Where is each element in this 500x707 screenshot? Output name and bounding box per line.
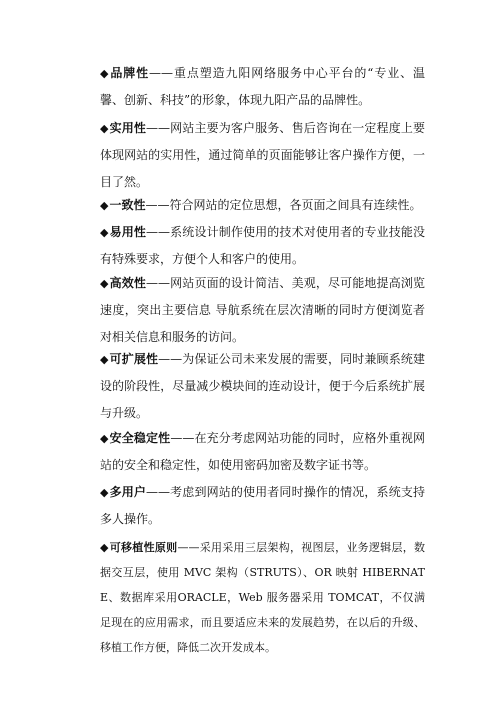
paragraph-text: ——为保证公司未来发展的需要，同时兼顾系统建设的阶段性，尽量减少模块间的连动设计，便于今后系统扩展与升级。 (100, 352, 425, 420)
term-multi-user: 多用户 (109, 485, 147, 499)
paragraph-multi-user (100, 479, 425, 533)
diamond-bullet-icon: ◆ (100, 432, 109, 445)
paragraph-practical (100, 115, 425, 196)
diamond-bullet-icon: ◆ (100, 541, 109, 554)
paragraph-text: ——考虑到网站的使用者同时操作的情况，系统支持多人操作。 (100, 485, 425, 526)
term-efficiency: 高效性 (109, 276, 147, 290)
diamond-bullet-icon: ◆ (100, 122, 109, 135)
term-scalability: 可扩展性 (109, 352, 159, 366)
diamond-bullet-icon: ◆ (100, 353, 109, 366)
paragraph-text: ——系统设计制作使用的技术对使用者的专业技能没有特殊要求，方便个人和客户的使用。 (100, 225, 425, 266)
diamond-bullet-icon: ◆ (100, 67, 110, 80)
paragraph-efficiency (100, 270, 425, 351)
paragraph-text: ——符合网站的定位思想，各页面之间具有连续性。 (145, 198, 422, 212)
paragraph-scalability (100, 346, 425, 427)
paragraph-text: ——采用采用三层架构，视图层，业务逻辑层，数据交互层，使用 MVC 架构（STRUTS）、OR 映射 HIBERNATE、数据库采用ORACLE，Web 服务器采用 TOMCAT，不仅满足现在的应用需求，而且要适应未来的发展趋势，在以后的升级、移植工作方便，降低二次开发成本。 (100, 541, 426, 654)
term-portability: 可移植性原则 (109, 541, 178, 554)
paragraph-consistency (100, 192, 425, 219)
term-consistency: 一致性 (109, 198, 146, 212)
diamond-bullet-icon: ◆ (100, 199, 109, 212)
paragraph-text: ——在充分考虑网站功能的同时，应格外重视网站的安全和稳定性，如使用密码加密及数字证书等。 (100, 431, 425, 472)
paragraph-text: ——网站主要为客户服务、售后咨询在一定程度上要体现网站的实用性，通过简单的页面能够让客户操作方便，一目了然。 (100, 121, 425, 189)
diamond-bullet-icon: ◆ (100, 486, 109, 499)
paragraph-usability (100, 219, 425, 273)
term-practical: 实用性 (109, 121, 147, 135)
paragraph-portability (100, 535, 425, 660)
paragraph-text: ——网站页面的设计简洁、美观，尽可能地提高浏览速度，突出主要信息 导航系统在层次清晰的同时方便浏览者对相关信息和服务的访问。 (100, 276, 425, 344)
diamond-bullet-icon: ◆ (100, 277, 109, 290)
paragraph-brand (100, 60, 425, 114)
term-brand: 品牌性 (110, 66, 150, 80)
diamond-bullet-icon: ◆ (100, 226, 109, 239)
paragraph-text: ——重点塑造九阳网络服务中心平台的“专业、温馨、创新、科技”的形象，体现九阳产品的品牌性。 (100, 66, 425, 107)
paragraph-security (100, 425, 425, 479)
term-usability: 易用性 (109, 225, 147, 239)
term-security: 安全稳定性 (109, 431, 171, 445)
